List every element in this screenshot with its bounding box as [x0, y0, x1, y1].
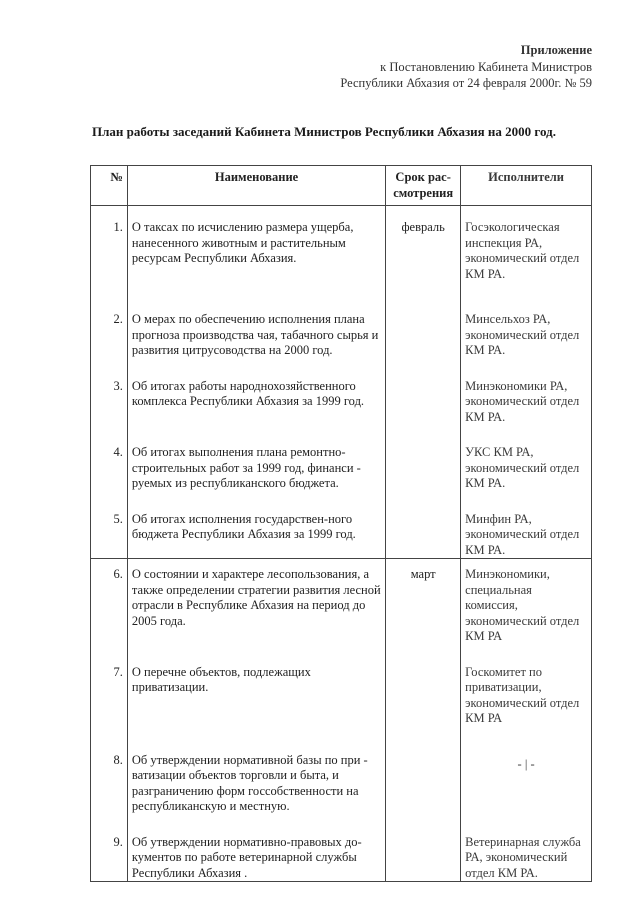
- header-name: Наименование: [127, 166, 385, 206]
- row-term: [386, 492, 461, 559]
- header-executors: Исполнители: [461, 166, 592, 206]
- row-name: Об итогах работы народнохозяйственного комплекса Республики Абхазия за 1999 год.: [127, 359, 385, 426]
- row-name: Об итогах выполнения плана ремонтно-строительных работ за 1999 год, финанси - руемых из республиканского бюджета.: [127, 425, 385, 492]
- table-row: [91, 815, 592, 882]
- appendix-date: Республики Абхазия от 24 февраля 2000г. № 59: [340, 76, 592, 90]
- row-num: 3.: [91, 359, 128, 426]
- row-executors: Госкомитет по приватизации, экономический отдел КМ РА: [465, 664, 580, 725]
- row-executors: Минэкономики, специальная комиссия, экономический отдел КМ РА: [461, 559, 592, 645]
- document-title: План работы заседаний Кабинета Министров Республики Абхазия на 2000 год.: [92, 124, 556, 139]
- row-executors: Минэкономики РА, экономический отдел КМ РА.: [465, 378, 580, 424]
- row-name: О таксах по исчислению размера ущерба, нанесенного животным и растительным ресурсам Республики Абхазия.: [127, 206, 385, 283]
- table-row: [91, 727, 592, 815]
- row-name: Об итогах исполнения государствен-ного бюджета Республики Абхазия за 1999 год.: [127, 492, 385, 559]
- row-num: 8.: [91, 727, 128, 815]
- header-term: Срок рас- смотрения: [386, 166, 461, 206]
- row-name: О мерах по обеспечению исполнения плана прогноза производства чая, табачного сырья и развития цитрусоводства на 2000 год.: [127, 282, 385, 359]
- table-filler-row: [91, 881, 592, 882]
- table-header-row: [91, 166, 592, 206]
- header-num: №: [91, 166, 128, 206]
- row-num: 4.: [91, 425, 128, 492]
- row-term: [386, 645, 461, 727]
- row-executors: Ветеринарная служба РА, экономический отдел КМ РА.: [465, 834, 581, 880]
- table-row: [91, 425, 592, 492]
- row-executors: - | -: [517, 756, 535, 771]
- table-row: [91, 492, 592, 559]
- table-row: [91, 559, 592, 645]
- plan-table: [90, 165, 592, 882]
- row-term: [386, 359, 461, 426]
- table-row: [91, 206, 592, 283]
- row-name: О перечне объектов, подлежащих приватизации.: [127, 645, 385, 727]
- row-num: 2.: [91, 282, 128, 359]
- row-name: Об утверждении нормативной базы по при - ватизации объектов торговли и быта, и разграничению форм госсобственности на республиканскую и местную.: [127, 727, 385, 815]
- table-row: [91, 359, 592, 426]
- row-num: 6.: [91, 559, 128, 645]
- row-name: О состоянии и характере лесопользования, а также определении стратегии развития лесной отрасли в Республике Абхазия на период до 2005 года.: [127, 559, 385, 645]
- row-term: февраль: [386, 206, 461, 283]
- row-num: 1.: [91, 206, 128, 283]
- row-num: 7.: [91, 645, 128, 727]
- table-row: [91, 282, 592, 359]
- row-term: март: [386, 559, 461, 645]
- row-term: [386, 815, 461, 882]
- row-term: [386, 727, 461, 815]
- row-executors: Госэкологическая инспекция РА, экономический отдел КМ РА.: [465, 220, 580, 281]
- appendix-label: Приложение: [520, 43, 592, 57]
- row-term: [386, 282, 461, 359]
- row-executors: Минфин РА, экономический отдел КМ РА.: [465, 511, 580, 557]
- row-executors: УКС КМ РА, экономический отдел КМ РА.: [465, 445, 580, 490]
- table-row: [91, 645, 592, 727]
- appendix-decree: к Постановлению Кабинета Министров: [380, 59, 592, 74]
- appendix-header: [340, 42, 592, 92]
- row-term: [386, 425, 461, 492]
- row-executors: Минсельхоз РА, экономический отдел КМ РА.: [465, 312, 580, 357]
- row-num: 9.: [91, 815, 128, 882]
- row-name: Об утверждении нормативно-правовых до-кументов по работе ветеринарной службы Республики Абхазия .: [127, 815, 385, 882]
- table-body: [91, 206, 592, 882]
- row-num: 5.: [91, 492, 128, 559]
